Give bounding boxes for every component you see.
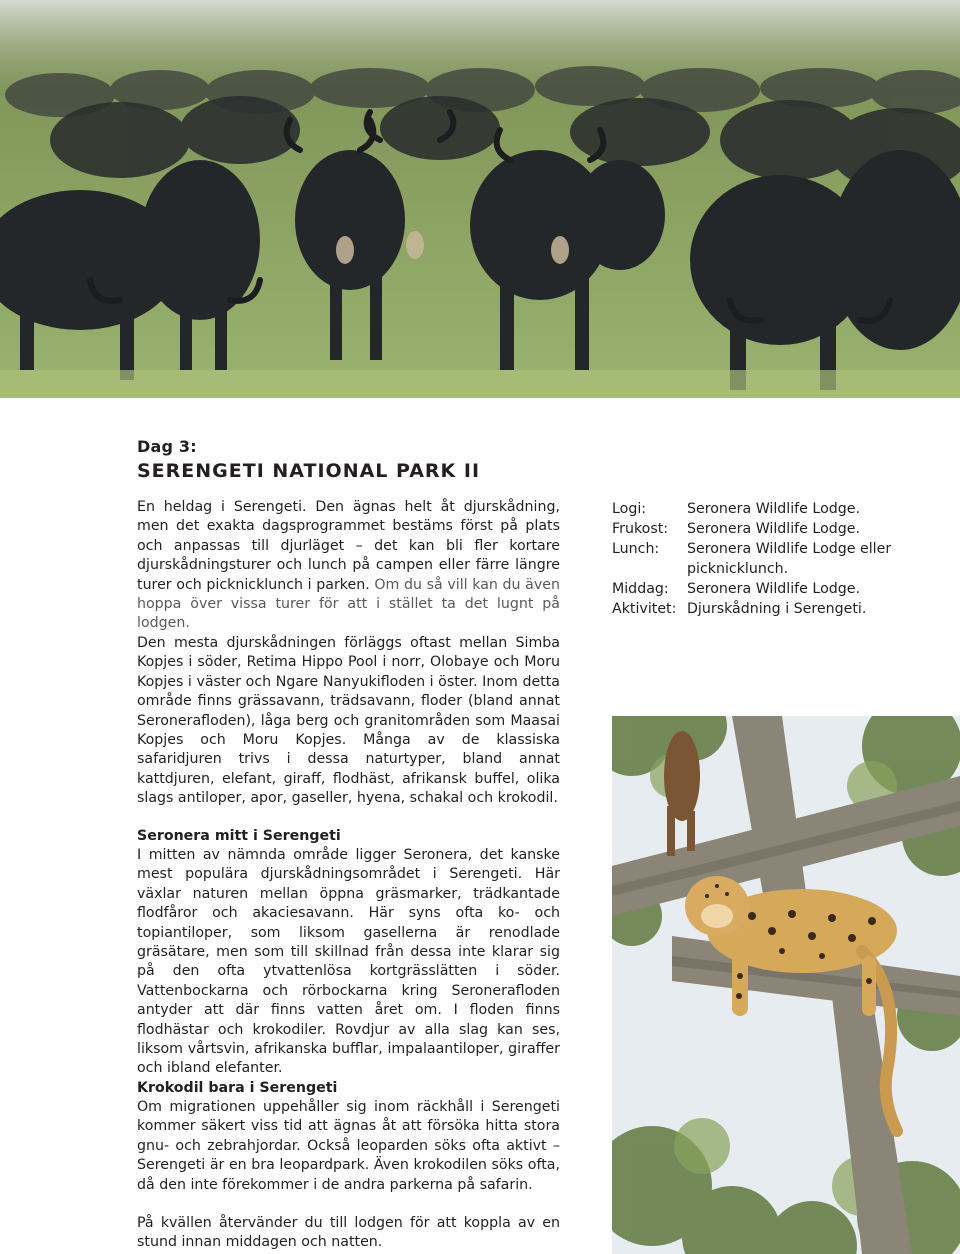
info-row-logi — [612, 499, 952, 519]
info-label: Aktivitet: — [612, 601, 677, 617]
wildlife-areas-paragraph: Den mesta djurskådningen förläggs oftast mellan Simba Kopjes i söder, Retima Hippo Pool i norr, Olobaye och Moru Kopjes i väster och Ngare Nanyukifloden i öster. Inom detta område finns grässavann, trädsavann, floder (bland annat Seronerafloden), låga berg och granitområden som Maasai Kopjes och Moru Kopjes. Många av de klassiska safaridjuren trivs i dessa naturtyper, bland annat kattdjuren, elefant, giraff, flodhäst, afrikansk buffel, olika slags antiloper, apor, gaseller, hyena, schakal och krokodil. — [137, 635, 560, 807]
info-value: Djurskådning i Serengeti. — [687, 601, 867, 617]
intro-paragraph — [137, 498, 560, 634]
info-value: Seronera Wildlife Lodge. — [687, 581, 860, 597]
info-label: Logi: — [612, 501, 647, 517]
info-row-middag — [612, 579, 952, 599]
hero-photo-wildebeest — [0, 0, 960, 398]
section-heading-seronera: Seronera mitt i Serengeti — [137, 828, 341, 844]
intro-text: En heldag i Serengeti. Den ägnas helt åt djurskådning, men det exakta dagsprogrammet bestäms först på plats och anpassas till djurläget – det kan bli fler kortare djurskådningsturer och lunch på campen eller färre längre turer och picknicklunch i parken. — [137, 499, 560, 593]
page-title: SERENGETI NATIONAL PARK II — [137, 460, 481, 482]
info-row-lunch — [612, 539, 952, 579]
info-label: Lunch: — [612, 541, 660, 557]
leopard-in-tree-illustration — [612, 716, 960, 1254]
day-label: Dag 3: — [137, 437, 197, 456]
info-label: Middag: — [612, 581, 669, 597]
wildebeest-herd-illustration — [0, 0, 960, 398]
info-row-aktivitet — [612, 599, 952, 619]
closing-paragraph: På kvällen återvänder du till lodgen för att koppla av en stund innan middagen och natten. — [137, 1215, 560, 1251]
info-value: Seronera Wildlife Lodge eller picknicklunch. — [687, 541, 892, 577]
section-heading-krokodil: Krokodil bara i Serengeti — [137, 1080, 338, 1096]
day-info-list — [612, 499, 952, 619]
leopard-photo — [612, 716, 960, 1254]
info-value: Seronera Wildlife Lodge. — [687, 501, 860, 517]
intro-text-muted: Om du så vill kan du även hoppa över vissa turer för att i stället ta det lugnt på lodgen. — [137, 576, 560, 632]
info-row-frukost — [612, 519, 952, 539]
info-value: Seronera Wildlife Lodge. — [687, 521, 860, 537]
krokodil-paragraph: Om migrationen uppehåller sig inom räckhåll i Serengeti kommer säkert viss tid att ägnas åt att försöka hitta stora gnu- och zebrahjordar. Också leoparden söks ofta aktivt – Serengeti är en bra leopardpark. Även krokodilen söks ofta, då den inte förekommer i de andra parkerna på safarin. — [137, 1099, 560, 1193]
seronera-paragraph: I mitten av nämnda område ligger Seronera, det kanske mest populära djurskådningsområdet i Serengeti. Här växlar naturen mellan öppna gräsmarker, trädkantade flodfåror och akaciesavann. Här syns ofta ko- och topiantiloper, som liksom gasellerna är renodlade gräsätare, men som till skillnad från dessa inte klarar sig på den ofta ytvattenlösa kortgrässlätten i söder. Vattenbockarna och rörbockarna kring Seronerafloden antyder att där finns vatten året om. I floden finns flodhästar och krokodiler. Rovdjur av alla slag kan ses, liksom vårtsvin, afrikanska bufflar, impalaantiloper, giraffer och ibland elefanter. — [137, 847, 560, 1077]
info-label: Frukost: — [612, 521, 669, 537]
